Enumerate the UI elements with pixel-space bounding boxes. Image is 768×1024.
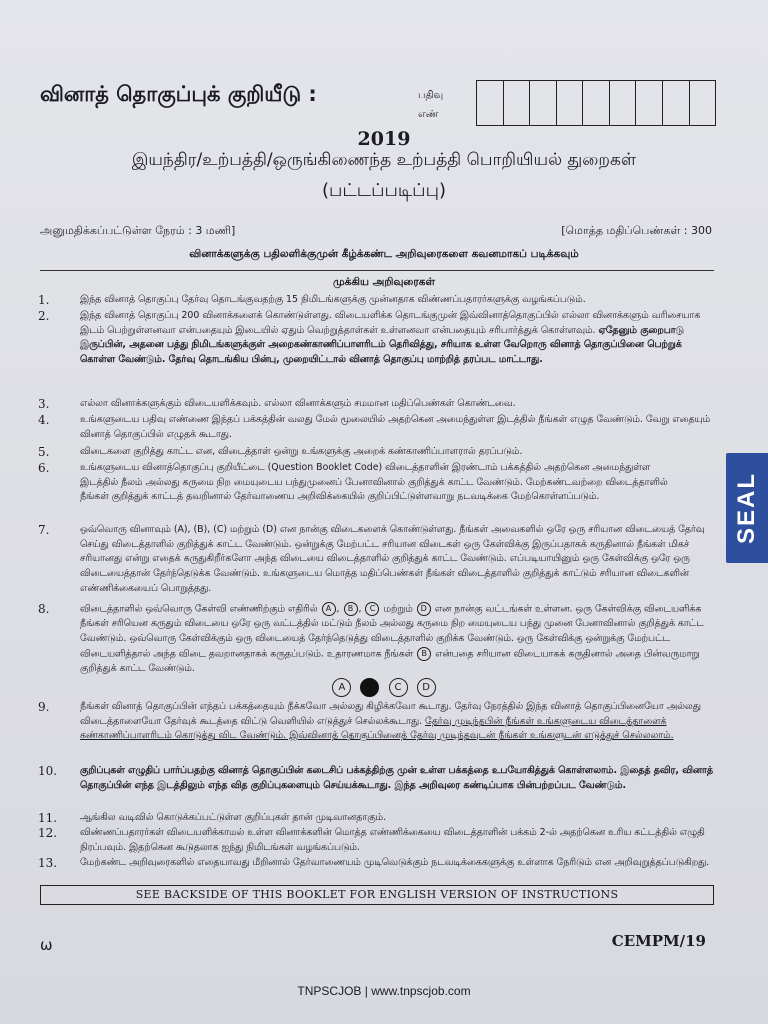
register-digit-box[interactable] — [610, 81, 637, 125]
option-d-circle: D — [417, 602, 431, 616]
seal-label: SEAL — [733, 471, 760, 545]
answer-marking-example — [0, 677, 768, 697]
instruction-text-part: என நான்கு வட்டங்கள் உள்ளன. ஒரு கேள்விக்கு விடையளிக்க நீங்கள் சரியென கருதும் விடையை ஒரே ஒரு வட்டத்தில் மட்டும் நீலம் அல்லது கருமை நிற மையுடைய பந்து முனை பேனாவினால் குறித்துக் காட்ட வேண்டும். ஒவ்வொரு கேள்விக்கும் ஒரு விடையைத் தேர்ந்தெடுத்து விடைத்தாளில் குறிக்க வேண்டும். ஒரு கேள்விக்கு ஒன்றுக்கு மேற்பட்ட விடையளித்தால் அந்த விடை தவறானதாகக் கருதப்படும். உதாரணமாக நீங்கள் — [80, 603, 704, 660]
instruction-text-part: மற்றும் — [383, 603, 413, 615]
example-option-b-filled — [360, 678, 379, 697]
instruction-item — [38, 397, 716, 412]
instruction-number: 8. — [38, 602, 50, 616]
exam-title: இயந்திர/உற்பத்தி/ஒருங்கிணைந்த உற்பத்தி பொறியியல் துறைகள் — [131, 150, 637, 170]
option-b-circle: B — [344, 602, 358, 616]
option-c-circle: C — [365, 602, 379, 616]
instruction-text: ஒவ்வொரு வினாவும் (A), (B), (C) மற்றும் (D) என நான்கு விடைகளைக் கொண்டுள்ளது. நீங்கள் அவைகளில் ஒரே ஒரு சரியான விடையைத் தேர்வு செய்து விடைத்தாளில் குறித்துக் காட்ட வேண்டும். ஒன்றுக்கு மேற்பட்ட சரியான விடைகள் ஒரு கேள்விக்கு இருப்பதாகக் கருதினால் நீங்கள் மிகச் சரியானது என்று எதைக் கருதுகிறீர்களோ அந்த விடையை விடைத்தாளில் குறித்துக் காட்ட வேண்டும். எப்படியாயினும் ஒரு கேள்விக்கு ஒரே ஒரு விடையைத்தான் தேர்ந்தெடுக்க வேண்டும். உங்களுடைய மொத்த மதிப்பெண்கள் நீங்கள் விடைத்தாளில் குறித்துக் காட்டும் சரியான விடைகளின் எண்ணிக்கையைப் பொறுத்தது. — [80, 524, 705, 594]
instruction-number: 7. — [38, 523, 50, 537]
instruction-number: 3. — [38, 397, 50, 411]
register-digit-box[interactable] — [663, 81, 690, 125]
instruction-item — [38, 602, 716, 677]
register-digit-box[interactable] — [477, 81, 504, 125]
instruction-item — [38, 811, 716, 826]
example-option-c: C — [389, 678, 408, 697]
instruction-text-part: விடைத்தாளில் ஒவ்வொரு கேள்வி எண்ணிற்கும் எதிரில் — [80, 603, 318, 615]
seal-tab — [726, 453, 768, 563]
instruction-text-plain: இந்த வினாத் தொகுப்பு 200 வினாக்களைக் கொண்டுள்ளது. விடையளிக்க தொடங்குமுன் இவ்வினாத்தொகுப்பில் எல்லா வினாக்களும் வரிசையாக இடம் பெற்றுள்ளனவா என்பதையும் இடையில் ஏதும் வெற்றுத்தாள்கள் உள்ளனவா என்பதையும் சரிபார்த்துக் கொள்ளவும். — [80, 310, 701, 336]
register-digit-box[interactable] — [530, 81, 557, 125]
booklet-code-label: வினாத் தொகுப்புக் குறியீடு : — [40, 82, 317, 106]
register-digit-box[interactable] — [504, 81, 531, 125]
instruction-item — [38, 461, 716, 505]
instruction-item — [38, 293, 716, 308]
instruction-number: 2. — [38, 309, 50, 323]
instruction-text-bold: ஏதேனும் குறைபாடு இருப்பின், அதனை பத்து நிமிடங்களுக்குள் அறைகண்காணிப்பாளரிடம் தெரிவித்து, சரியாக உள்ள வேறொரு வினாத் தொகுப்பினை பெற்றுக் கொள்ள வேண்டும். தேர்வு தொடங்கிய பின்பு, முறையிட்டால் வினாத் தொகுப்பு மாற்றித் தரப்பட மாட்டாது. — [80, 324, 684, 366]
instruction-text: எல்லா வினாக்களுக்கும் விடையளிக்கவும். எல்லா வினாக்களும் சமமான மதிப்பெண்கள் கொண்டவை. — [80, 398, 516, 409]
option-b-example-circle: B — [417, 647, 431, 661]
instruction-text: மேற்கண்ட அறிவுரைகளில் எதையாவது மீறினால் தேர்வாணையம் முடிவெடுக்கும் நடவடிக்கைகளுக்கு உள்ளாக நேரிடும் என அறிவுறுத்தப்படுகிறது. — [80, 857, 710, 868]
instruction-item — [38, 700, 716, 744]
instruction-text-plain: நீங்கள் வினாத் தொகுப்பின் எந்தப் பக்கத்தையும் நீக்கவோ அல்லது கிழிக்கவோ கூடாது. தேர்வு நேரத்தில் இந்த வினாத் தொகுப்பினையோ அல்லது விடைத்தாளையோ தேர்வுக் கூடத்தை விட்டு வெளியில் எடுத்துச் செல்லக்கூடாது. — [80, 701, 701, 727]
watermark-footer: TNPSCJOB | www.tnpscjob.com — [297, 984, 471, 998]
booklet-series-code: CEMPM/19 — [611, 932, 706, 950]
instruction-text: விடைத்தாளில் ஒவ்வொரு கேள்வி எண்ணிற்கும் எதிரில் A , B , C மற்றும் D என நான்கு வட்டங்கள் உள்ளன. ஒரு கேள்விக்கு விடையளிக்க நீங்கள் சரியென கருதும் விடையை ஒரே ஒரு வட்டத்தில் மட்டும் நீலம் அல்லது கருமை நிற மையுடைய பந்து முனை பேனாவினால் குறித்துக் காட்ட வேண்டும். ஒவ்வொரு கேள்விக்கும் ஒரு விடையைத் தேர்ந்தெடுத்து விடைத்தாளில் குறிக்க வேண்டும். ஒரு கேள்விக்கு ஒன்றுக்கு மேற்பட்ட விடையளித்தால் அந்த விடை தவறானதாகக் கருதப்படும். உதாரணமாக நீங்கள் B என்பதை சரியான விடையாகக் கருதினால் அதை பின்வருமாறு குறித்துக் காட்ட வேண்டும். — [80, 603, 704, 674]
instruction-item — [38, 309, 716, 368]
instruction-number: 12. — [38, 826, 58, 840]
instruction-text: விண்ணப்பதாரர்கள் விடையளிக்காமல் உள்ள வினாக்களின் மொத்த எண்ணிக்கையை விடைத்தாளின் பக்கம் 2-ல் அதற்கென உரிய கட்டத்தில் எழுதி நிரப்பவும். இதற்கென கூடுதலாக ஐந்து நிமிடங்கள் வழங்கப்படும். — [80, 827, 705, 853]
option-a-circle: A — [322, 602, 336, 616]
instruction-text: குறிப்புகள் எழுதிப் பார்ப்பதற்கு வினாத் தொகுப்பின் கடைசிப் பக்கத்திற்கு முன் உள்ள பக்கத்தை உபயோகித்துக் கொள்ளலாம். இதைத் தவிர, வினாத் தொகுப்பின் எந்த இடத்திலும் எந்த வித குறிப்புகளையும் செய்யக்கூடாது. இந்த அறிவுரை கண்டிப்பாக பின்பற்றப்பட வேண்டும். — [80, 765, 713, 791]
instruction-text: இந்த வினாத் தொகுப்பு தேர்வு தொடங்குவதற்கு 15 நிமிடங்களுக்கு முன்னதாக விண்ணப்பதாரர்களுக்கு வழங்கப்படும். — [80, 294, 586, 305]
register-digit-box[interactable] — [636, 81, 663, 125]
example-option-a: A — [332, 678, 351, 697]
instruction-text — [80, 700, 716, 744]
divider — [40, 270, 714, 271]
register-number-label — [418, 86, 458, 124]
register-label-line1: பதிவு — [418, 90, 444, 101]
register-label-line2: எண் — [418, 109, 439, 120]
maximum-marks: [மொத்த மதிப்பெண்கள் : 300 — [561, 224, 712, 237]
instruction-number: 4. — [38, 413, 50, 427]
instruction-text: ஆங்கில வடிவில் கொடுக்கப்பட்டுள்ள குறிப்புகள் தான் முடிவானதாகும். — [80, 812, 387, 823]
instruction-item — [38, 856, 716, 871]
instruction-item — [38, 523, 716, 597]
register-digit-box[interactable] — [557, 81, 584, 125]
instruction-number: 9. — [38, 700, 50, 714]
instruction-number: 1. — [38, 293, 50, 307]
instruction-text: உங்களுடைய பதிவு எண்ணை இந்தப் பக்கத்தின் வலது மேல் மூலையில் அதற்கென அமைந்துள்ள இடத்தில் நீங்கள் எழுத வேண்டும். வேறு எதையும் வினாத் தொகுப்பில் எழுதக் கூடாது. — [80, 414, 711, 440]
instruction-text-part: என்பதை சரியான விடையாகக் கருதினால் அதை பின்வருமாறு குறித்துக் காட்ட வேண்டும். — [80, 648, 700, 674]
register-digit-box[interactable] — [690, 81, 716, 125]
instruction-number: 13. — [38, 856, 58, 870]
instruction-text: விடைகளை குறித்து காட்ட என, விடைத்தாள் ஒன்று உங்களுக்கு அறைக் கண்காணிப்பாளரால் தரப்படும். — [80, 446, 523, 457]
instruction-item — [38, 764, 716, 793]
instruction-item — [38, 445, 716, 460]
read-instructions-note: வினாக்களுக்கு பதிலளிக்குமுன் கீழ்க்கண்ட அறிவுரைகளை கவனமாகப் படிக்கவும் — [189, 248, 579, 260]
exam-year: 2019 — [357, 128, 411, 150]
instruction-number: 10. — [38, 764, 58, 778]
instructions-heading: முக்கிய அறிவுரைகள் — [333, 276, 435, 288]
register-digit-box[interactable] — [583, 81, 610, 125]
page-symbol: ω — [40, 936, 53, 954]
register-number-boxes[interactable] — [476, 80, 716, 126]
time-allowed: அனுமதிக்கப்பட்டுள்ள நேரம் : 3 மணி] — [40, 224, 236, 237]
instruction-number: 11. — [38, 811, 58, 825]
instruction-number: 5. — [38, 445, 50, 459]
english-version-note: SEE BACKSIDE OF THIS BOOKLET FOR ENGLISH VERSION OF INSTRUCTIONS — [40, 885, 714, 905]
example-option-d: D — [417, 678, 436, 697]
exam-subtitle: (பட்டப்படிப்பு) — [322, 180, 446, 201]
instruction-text-underlined: தேர்வு முடிந்தபின் நீங்கள் உங்களுடைய விடைத்தாளைக் கண்காணிப்பாளரிடம் கொடுத்து விட வேண்டும். இவ்வினாத் தொகுப்பினைத் தேர்வு முடிந்தவுடன் நீங்கள் உங்களுடன் எடுத்துச் செல்லலாம். — [80, 715, 674, 742]
instruction-text: உங்களுடைய வினாத்தொகுப்பு குறியீட்டை (Question Booklet Code) விடைத்தாளின் இரண்டாம் பக்கத்தில் அதற்கென அமைந்துள்ள இடத்தில் நீலம் அல்லது கருமை நிற மையுடைய பந்துமுனைப் பேனாவினால் குறித்துக் காட்ட வேண்டும். மேற்கண்டவற்றை விடைத்தாளில் நீங்கள் குறித்துக் காட்டத் தவறினால் தேர்வாணைய அறிவிக்கையில் குறிப்பிட்டுள்ளவாறு நடவடிக்கை மேற்கொள்ளப்படும். — [80, 462, 668, 503]
instruction-item — [38, 826, 716, 855]
instruction-number: 6. — [38, 461, 50, 475]
instruction-item — [38, 413, 716, 442]
instruction-text — [80, 309, 716, 368]
